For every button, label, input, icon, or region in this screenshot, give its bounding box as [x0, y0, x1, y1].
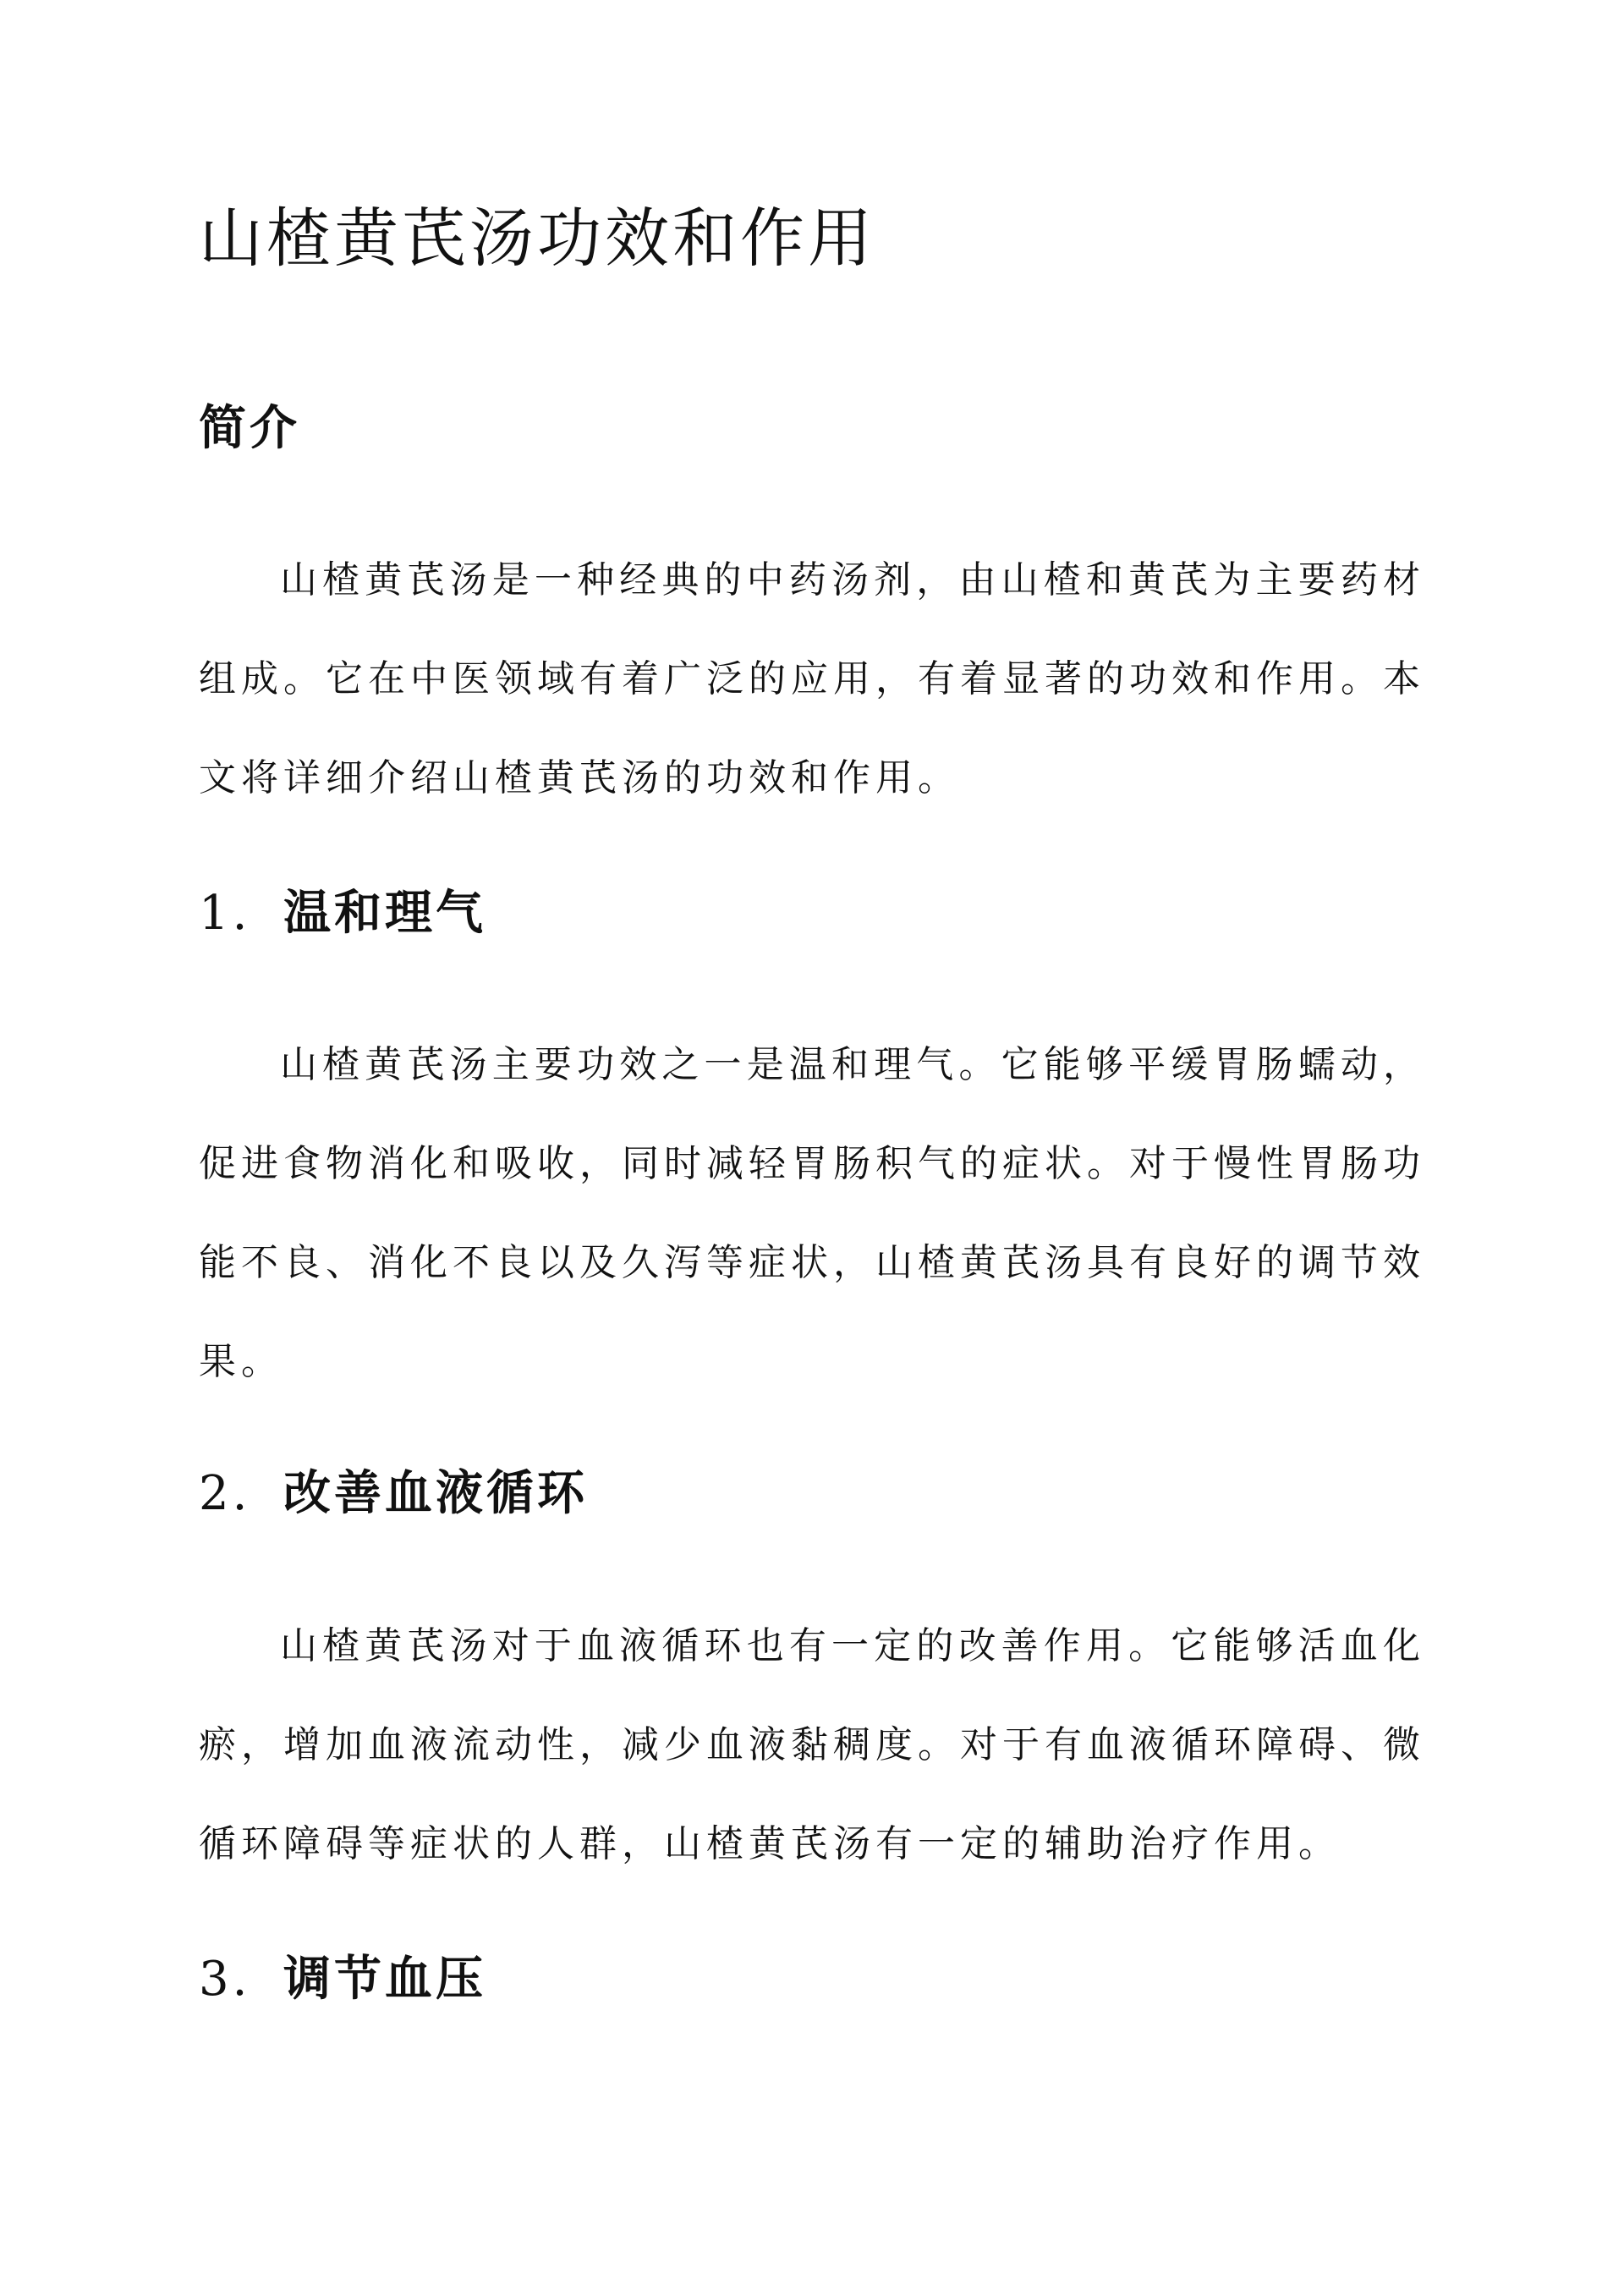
intro-paragraph: 山楂黄芪汤是一种经典的中药汤剂，由山楂和黄芪为主要药材组成。它在中医领域有着广泛的应用，有着显著的功效和作用。本文将详细介绍山楂黄芪汤的功效和作用。: [199, 558, 1425, 799]
section-title: 调节血压: [283, 1951, 486, 2007]
section-paragraph-2: 山楂黄芪汤对于血液循环也有一定的改善作用。它能够活血化瘀，增加血液流动性，减少血液黏稠度。对于有血液循环障碍、微循环障碍等症状的人群，山楂黄芪汤有一定的辅助治疗作用。: [199, 1624, 1425, 1865]
section-number: 3.: [199, 1952, 251, 2007]
section-number: 2.: [199, 1466, 251, 1521]
section-title: 改善血液循环: [283, 1465, 588, 1521]
section-heading-2: [199, 1464, 588, 1524]
intro-heading: 简介: [199, 400, 300, 456]
section-heading-3: [199, 1949, 486, 2009]
section-heading-1: [199, 883, 486, 943]
section-title: 温和理气: [283, 885, 486, 941]
section-number: 1.: [199, 886, 251, 941]
document-title: 山楂黄芪汤功效和作用: [199, 200, 875, 276]
section-paragraph-1: 山楂黄芪汤主要功效之一是温和理气。它能够平缓胃肠蠕动，促进食物消化和吸收，同时减轻胃肠积气的症状。对于慢性胃肠功能不良、消化不良以及久泻等症状，山楂黄芪汤具有良好的调节效果。: [199, 1043, 1425, 1383]
